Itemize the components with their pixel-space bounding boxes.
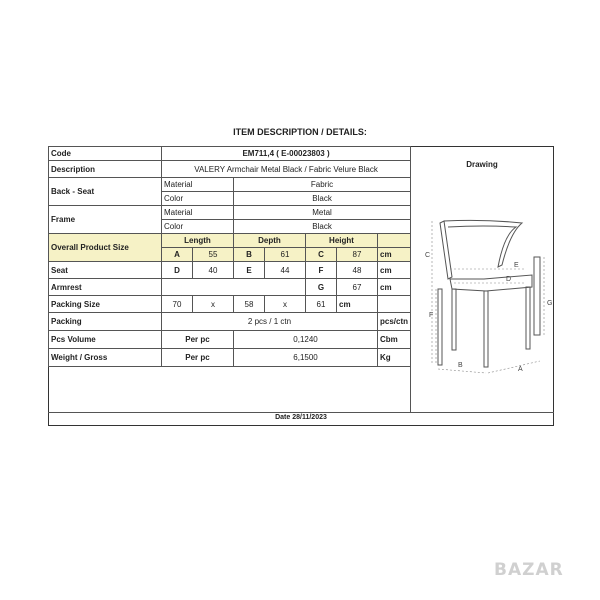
back-seat-label: Back - Seat <box>49 178 162 206</box>
seat-e-value: 44 <box>265 262 306 279</box>
drawing-letter-c: C <box>425 252 431 259</box>
frame-material-row <box>49 206 411 220</box>
pcs-volume-value: 0,1240 <box>234 331 378 349</box>
weight-row <box>49 349 411 367</box>
chair-leg-mid <box>452 289 456 350</box>
overall-a-label: A <box>162 248 193 262</box>
seat-d-label: D <box>162 262 193 279</box>
weight-label: Weight / Gross <box>49 349 162 367</box>
seat-row <box>49 262 411 279</box>
depth-header: Depth <box>234 234 306 248</box>
dims-header-blank <box>378 234 411 248</box>
armrest-g-value: 67 <box>337 279 378 296</box>
packing-size-blank <box>378 296 411 313</box>
packing-unit: pcs/ctn <box>378 313 411 331</box>
back-seat-material-label: Material <box>162 178 234 192</box>
code-value: EM711,4 ( E-00023803 ) <box>162 147 411 161</box>
document-title: ITEM DESCRIPTION / DETAILS: <box>233 127 367 137</box>
frame-color-value: Black <box>234 220 411 234</box>
seat-label: Seat <box>49 262 162 279</box>
drawing-label: Drawing <box>466 160 498 169</box>
packing-row <box>49 313 411 331</box>
seat-unit: cm <box>378 262 411 279</box>
armrest-row <box>49 279 411 296</box>
chair-arm <box>444 220 522 267</box>
packing-size-length: 70 <box>162 296 193 313</box>
packing-size-unit: cm <box>337 296 378 313</box>
armrest-unit: cm <box>378 279 411 296</box>
chair-leg-front <box>484 291 488 367</box>
back-seat-material-value: Fabric <box>234 178 411 192</box>
code-label: Code <box>49 147 162 161</box>
overall-b-value: 61 <box>265 248 306 262</box>
packing-size-label: Packing Size <box>49 296 162 313</box>
overall-size-label: Overall Product Size <box>49 234 162 262</box>
weight-unit: Kg <box>378 349 411 367</box>
watermark-logo: BAZAR <box>494 560 564 580</box>
chair-leg-back <box>438 289 442 365</box>
back-seat-material-row <box>49 178 411 192</box>
packing-value: 2 pcs / 1 ctn <box>162 313 378 331</box>
description-row <box>49 161 411 178</box>
spec-table <box>48 146 411 367</box>
armchair-drawing <box>414 205 554 375</box>
seat-d-value: 40 <box>193 262 234 279</box>
packing-size-row <box>49 296 411 313</box>
back-seat-color-label: Color <box>162 192 234 206</box>
pcs-volume-per: Per pc <box>162 331 234 349</box>
pcs-volume-row <box>49 331 411 349</box>
pcs-volume-unit: Cbm <box>378 331 411 349</box>
height-header: Height <box>306 234 378 248</box>
chair-leg-right <box>526 287 530 349</box>
drawing-letter-a: A <box>518 366 523 373</box>
packing-size-width: 58 <box>234 296 265 313</box>
drawing-divider <box>410 146 411 412</box>
weight-value: 6,1500 <box>234 349 378 367</box>
drawing-letter-g: G <box>547 300 553 307</box>
weight-per: Per pc <box>162 349 234 367</box>
date-divider <box>48 412 554 413</box>
frame-material-label: Material <box>162 206 234 220</box>
seat-e-label: E <box>234 262 265 279</box>
chair-back <box>440 221 452 279</box>
seat-f-label: F <box>306 262 337 279</box>
packing-size-height: 61 <box>306 296 337 313</box>
packing-label: Packing <box>49 313 162 331</box>
packing-size-x1: x <box>193 296 234 313</box>
packing-size-x2: x <box>265 296 306 313</box>
overall-unit: cm <box>378 248 411 262</box>
pcs-volume-label: Pcs Volume <box>49 331 162 349</box>
drawing-letter-b: B <box>458 362 463 369</box>
armrest-g-label: G <box>306 279 337 296</box>
dim-line-a <box>488 361 540 373</box>
dim-line-b <box>438 369 486 373</box>
drawing-letter-d: D <box>506 276 512 283</box>
document-date: Date 28/11/2023 <box>275 414 327 421</box>
code-row <box>49 147 411 161</box>
overall-a-value: 55 <box>193 248 234 262</box>
frame-material-value: Metal <box>234 206 411 220</box>
overall-c-label: C <box>306 248 337 262</box>
length-header: Length <box>162 234 234 248</box>
frame-label: Frame <box>49 206 162 234</box>
armrest-label: Armrest <box>49 279 162 296</box>
armrest-blank <box>162 279 306 296</box>
overall-b-label: B <box>234 248 265 262</box>
drawing-letter-f: F <box>429 312 434 319</box>
dims-header-row <box>49 234 411 248</box>
drawing-letter-e: E <box>514 262 519 269</box>
description-value: VALERY Armchair Metal Black / Fabric Velure Black <box>162 161 411 178</box>
description-label: Description <box>49 161 162 178</box>
seat-f-value: 48 <box>337 262 378 279</box>
chair-front-post <box>534 257 540 335</box>
frame-color-label: Color <box>162 220 234 234</box>
back-seat-color-value: Black <box>234 192 411 206</box>
overall-c-value: 87 <box>337 248 378 262</box>
